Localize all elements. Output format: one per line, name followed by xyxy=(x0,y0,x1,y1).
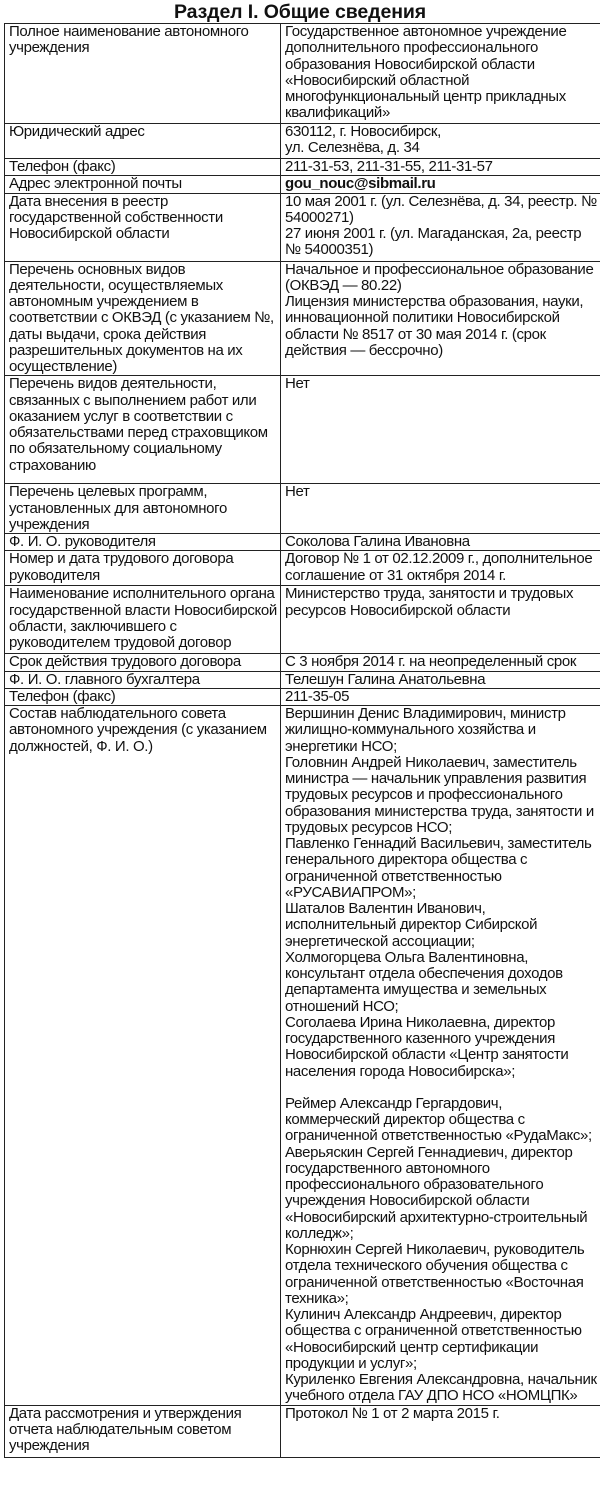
row-label-insurance-activities: Перечень видов деятельности, связанных с выполнением работ или оказанием услуг в соответствии с обязательствами перед страховщиком по обязательному социальному страхованию xyxy=(5,376,281,484)
table-row xyxy=(5,376,600,484)
board-member: Корнюхин Сергей Николаевич, руководитель отдела технического обучения общества с ограниченной ответственностью «Восточная техника»; xyxy=(285,1241,585,1307)
board-member: Холмогорцева Ольга Валентиновна, консультант отдела обеспечения доходов департамента имущества и земельных отношений НСО; xyxy=(285,948,563,1015)
full-name-text: Государственное автономное учреждение дополнительного профессионального образования Новосибирской области «Новосибирский областной многофункциональный центр прикладных квалификаций» xyxy=(285,23,567,122)
row-value-target-programs: Нет xyxy=(281,484,600,534)
board-member: Аверьяскин Сергей Геннадиевич, директор государственного автономного профессионального образовательного учреждения Новосибирской области «Новосибирский архитектурно-строительный колледж»; xyxy=(285,1143,588,1242)
general-info-table xyxy=(4,23,600,1458)
board-member: Соголаева Ирина Николаевна, директор государственного казенного учреждения Новосибирской области «Центр занятости населения города Новосибирска»; xyxy=(285,1013,569,1080)
row-label-supervisory-board: Состав наблюдательного совета автономного учреждения (с указанием должностей, Ф. И. О.) xyxy=(5,706,281,1406)
board-member: Павленко Геннадий Васильевич, заместитель генерального директора общества с ограниченной ответственностью «РУСАВИАПРОМ»; xyxy=(285,835,592,901)
row-value-full-name xyxy=(281,24,600,124)
board-member: Вершинин Денис Владимирович, министр жилищно-коммунального хозяйства и энергетики НСО; xyxy=(285,705,566,755)
row-label-target-programs: Перечень целевых программ, установленных для автономного учреждения xyxy=(5,484,281,534)
board-member: Кулинич Александр Андреевич, директор общества с ограниченной ответственностью «Новосибирский центр сертификации продукции и услуг»; xyxy=(285,1306,582,1372)
row-value-email[interactable]: gou_nouc@sibmail.ru xyxy=(281,176,600,193)
row-value-legal-address xyxy=(281,124,600,159)
row-label-executive-body: Наименование исполнительного органа государственной власти Новосибирской области, заключившего с руководителем трудовой договор xyxy=(5,586,281,654)
row-value-phone-2: 211-35-05 xyxy=(281,688,600,705)
row-value-supervisory-board xyxy=(281,706,600,1406)
table-row xyxy=(5,1405,600,1457)
legal-address-line-2: ул. Селезнёва, д. 34 xyxy=(285,139,420,157)
row-value-phone: 211-31-53, 211-31-55, 211-31-57 xyxy=(281,159,600,176)
table-row xyxy=(5,688,600,705)
table-row xyxy=(5,586,600,654)
registry-entry: 10 мая 2001 г. (ул. Селезнёва, д. 34, реестр. № 54000271) xyxy=(285,193,597,226)
row-label-head-name: Ф. И. О. руководителя xyxy=(5,534,281,551)
table-row xyxy=(5,159,600,176)
row-value-main-activities xyxy=(281,261,600,376)
spacer xyxy=(285,1080,600,1096)
table-row xyxy=(5,124,600,159)
row-value-executive-body: Министерство труда, занятости и трудовых ресурсов Новосибирской области xyxy=(281,586,600,654)
row-value-registry-date xyxy=(281,193,600,261)
activity-okved: Начальное и профессиональное образование (ОКВЭД — 80.22) xyxy=(285,261,594,294)
row-label-chief-accountant: Ф. И. О. главного бухгалтера xyxy=(5,671,281,688)
board-member: Головнин Андрей Николаевич, заместитель министра — начальник управления развития трудовых ресурсов и профессионального образования министерства труда, занятости и трудовых ресурсов НСО; xyxy=(285,753,594,836)
board-member: Шаталов Валентин Иванович, исполнительный директор Сибирской энергетической ассоциации; xyxy=(285,900,538,950)
table-row xyxy=(5,261,600,376)
row-label-registry-date: Дата внесения в реестр государственной собственности Новосибирской области xyxy=(5,193,281,261)
registry-entry: 27 июня 2001 г. (ул. Магаданская, 2а, реестр № 54000351) xyxy=(285,225,582,259)
table-row xyxy=(5,193,600,261)
table-row xyxy=(5,534,600,551)
row-label-main-activities: Перечень основных видов деятельности, осуществляемых автономным учреждением в соответствии с ОКВЭД (с указанием №, даты выдачи, срока действия разрешительных документов на их осуществление) xyxy=(5,261,281,376)
row-label-employment-contract: Номер и дата трудового договора руководителя xyxy=(5,551,281,586)
row-value-head-name: Соколова Галина Ивановна xyxy=(281,534,600,551)
row-value-chief-accountant: Телешун Галина Анатольевна xyxy=(281,671,600,688)
table-row xyxy=(5,671,600,688)
row-value-employment-contract: Договор № 1 от 02.12.2009 г., дополнительное соглашение от 31 октября 2014 г. xyxy=(281,551,600,586)
row-label-legal-address: Юридический адрес xyxy=(5,124,281,159)
board-member: Реймер Александр Гергардович, коммерческий директор общества с ограниченной ответственностью «РудаМакс»; xyxy=(285,1094,592,1145)
activity-license: Лицензия министерства образования, науки, инновационной политики Новосибирской области № 8517 от 30 мая 2014 г. (срок действия — бессрочно) xyxy=(285,293,584,359)
row-label-report-approval: Дата рассмотрения и утверждения отчета наблюдательным советом учреждения xyxy=(5,1405,281,1457)
row-label-email: Адрес электронной почты xyxy=(5,176,281,193)
row-value-report-approval: Протокол № 1 от 2 марта 2015 г. xyxy=(281,1405,600,1457)
row-value-contract-term: С 3 ноября 2014 г. на неопределенный срок xyxy=(281,654,600,671)
legal-address-line-1: 630112, г. Новосибирск, xyxy=(285,123,441,140)
table-row xyxy=(5,706,600,1406)
section-title: Раздел I. Общие сведения xyxy=(173,1,427,23)
table-row xyxy=(5,24,600,124)
table-row xyxy=(5,654,600,671)
table-row xyxy=(5,551,600,586)
row-label-contract-term: Срок действия трудового договора xyxy=(5,654,281,671)
row-value-insurance-activities: Нет xyxy=(281,376,600,484)
table-row xyxy=(5,176,600,193)
row-label-full-name: Полное наименование автономного учреждения xyxy=(5,24,281,124)
table-row xyxy=(5,484,600,534)
board-member: Куриленко Евгения Александровна, начальник учебного отдела ГАУ ДПО НСО «НОМЦПК» xyxy=(285,1371,597,1405)
row-label-phone: Телефон (факс) xyxy=(5,159,281,176)
row-label-phone-2: Телефон (факс) xyxy=(5,688,281,705)
